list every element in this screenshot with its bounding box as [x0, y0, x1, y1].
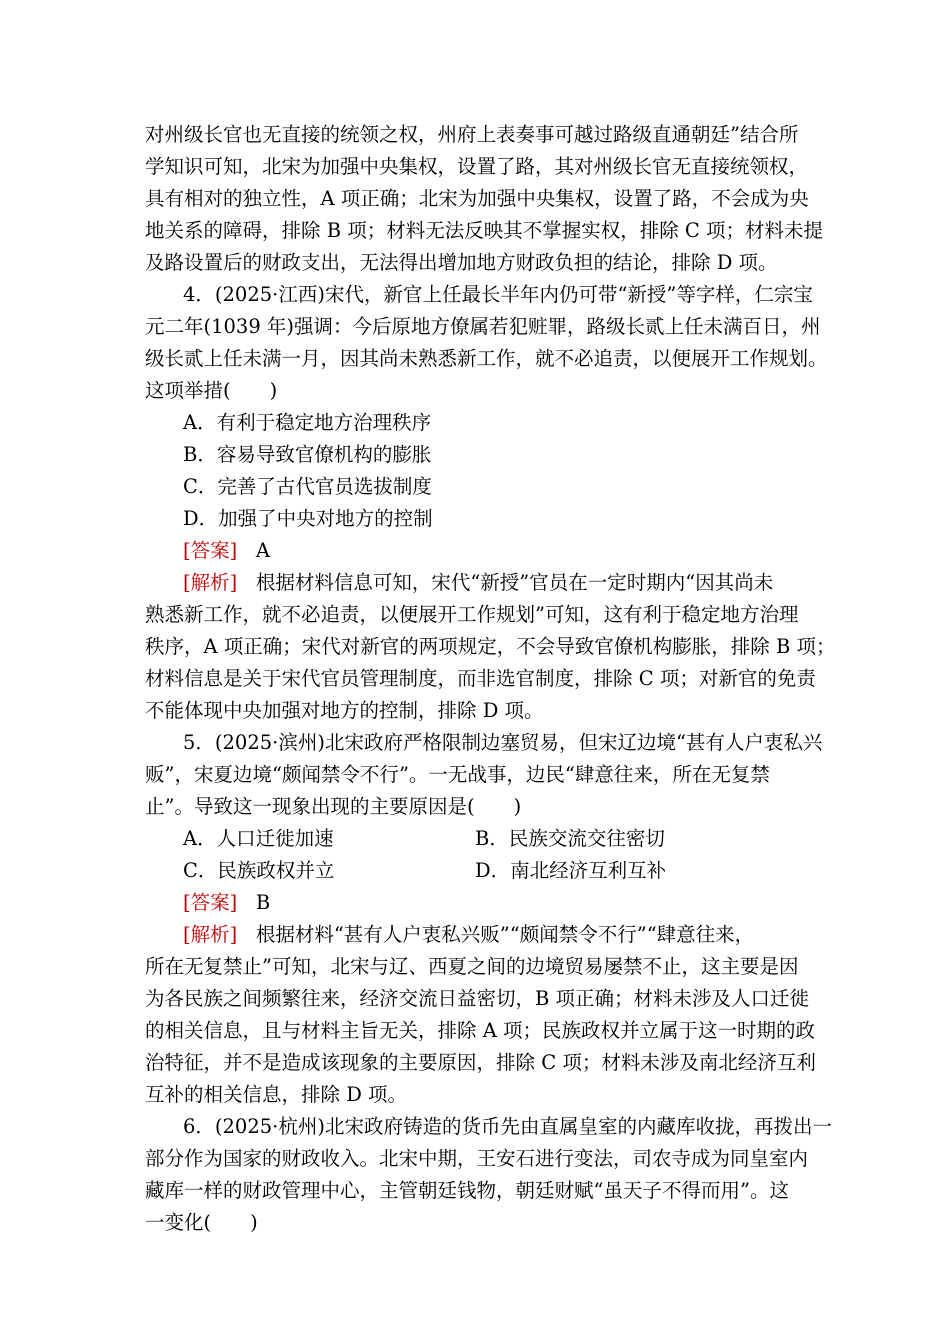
q6-stem-line: 藏库一样的财政管理中心，主管朝廷钱物，朝廷财赋“虽天子不得而用”。这: [145, 1179, 789, 1202]
q5-option-d: D．南北经济互利互补: [475, 859, 667, 882]
q5-analysis-line: 互补的相关信息，排除 D 项。: [145, 1083, 408, 1106]
q5-analysis-line: 为各民族之间频繁往来，经济交流日益密切，B 项正确；材料未涉及人口迁徙: [145, 987, 810, 1010]
answer-value: B: [255, 891, 271, 914]
q6-stem-line: 6．(2025·杭州)北宋政府铸造的货币先由直属皇室的内藏库收拢，再拨出一: [183, 1115, 832, 1138]
q4-option-c: C．完善了古代官员选拔制度: [183, 475, 432, 498]
q4-stem-line: 级长贰上任未满一月，因其尚未熟悉新工作，就不必追责，以便展开工作规划。: [145, 347, 828, 370]
q4-analysis-line: 不能体现中央加强对地方的控制，排除 D 项。: [145, 699, 544, 722]
q5-stem-line: 止”。导致这一现象出现的主要原因是( ): [145, 795, 522, 818]
q4-stem-line: 4．(2025·江西)宋代，新官上任最长半年内仍可带“新授”等字样，仁宗宝: [183, 283, 813, 306]
q4-analysis-row: [183, 568, 773, 598]
q5-option-b: B．民族交流交往密切: [475, 827, 665, 850]
q4-analysis-line: 材料信息是关于宋代官员管理制度，而非选官制度，排除 C 项；对新官的免责: [145, 667, 816, 690]
q4-analysis-line: 熟悉新工作，就不必追责，以便展开工作规划”可知，这有利于稳定地方治理: [145, 603, 799, 626]
analysis-text: 根据材料信息可知，宋代“新授”官员在一定时期内“因其尚未: [255, 571, 774, 594]
analysis-label: [解析]: [183, 923, 238, 946]
q5-analysis-line: 的相关信息，且与材料主旨无关，排除 A 项；民族政权并立属于这一时期的政: [145, 1019, 815, 1042]
q4-analysis-line: 秩序，A 项正确；宋代对新官的两项规定，不会导致官僚机构膨胀，排除 B 项；: [145, 635, 836, 658]
analysis-label: [解析]: [183, 571, 238, 594]
q4-option-b: B．容易导致官僚机构的膨胀: [183, 443, 432, 466]
answer-label: [答案]: [183, 891, 238, 914]
prev-analysis-line: 学知识可知，北宋为加强中央集权，设置了路，其对州级长官无直接统领权，: [145, 155, 809, 178]
q6-stem-line: 部分作为国家的财政收入。北宋中期，王安石进行变法，司农寺成为同皇室内: [145, 1147, 809, 1170]
prev-analysis-line: 及路设置后的财政支出，无法得出增加地方财政负担的结论，排除 D 项。: [145, 251, 778, 274]
prev-analysis-line: 具有相对的独立性，A 项正确；北宋为加强中央集权，设置了路，不会成为央: [145, 187, 809, 210]
prev-analysis-line: 地关系的障碍，排除 B 项；材料无法反映其不掌握实权，排除 C 项；材料未提: [145, 219, 824, 242]
q5-analysis-line: 所在无复禁止”可知，北宋与辽、西夏之间的边境贸易屡禁不止，这主要是因: [145, 955, 799, 978]
q4-answer-row: [183, 536, 270, 566]
q4-option-d: D．加强了中央对地方的控制: [183, 507, 433, 530]
answer-label: [答案]: [183, 539, 238, 562]
q6-stem-line: 一变化( ): [145, 1211, 258, 1234]
answer-value: A: [255, 539, 270, 562]
analysis-text: 根据材料“甚有人户衷私兴贩”“颇闻禁令不行”“肆意往来，: [255, 923, 755, 946]
q5-analysis-line: 治特征，并不是造成该现象的主要原因，排除 C 项；材料未涉及南北经济互利: [145, 1051, 816, 1074]
q4-option-a: A．有利于稳定地方治理秩序: [183, 411, 432, 434]
prev-analysis-line: 对州级长官也无直接的统领之权，州府上表奏事可越过路级直通朝廷”结合所: [145, 123, 799, 146]
q4-stem-line: 这项举措( ): [145, 379, 278, 402]
q5-option-a: A．人口迁徙加速: [183, 827, 334, 850]
q5-option-c: C．民族政权并立: [183, 859, 335, 882]
q5-answer-row: [183, 888, 270, 918]
q5-stem-line: 5．(2025·滨州)北宋政府严格限制边塞贸易，但宋辽边境“甚有人户衷私兴: [183, 731, 823, 754]
q4-stem-line: 元二年(1039 年)强调：今后原地方僚属若犯赃罪，路级长贰上任未满百日，州: [145, 315, 821, 338]
q5-stem-line: 贩”，宋夏边境“颇闻禁令不行”。一无战事，边民“肆意往来，所在无复禁: [145, 763, 770, 786]
q5-analysis-row: [183, 920, 754, 950]
